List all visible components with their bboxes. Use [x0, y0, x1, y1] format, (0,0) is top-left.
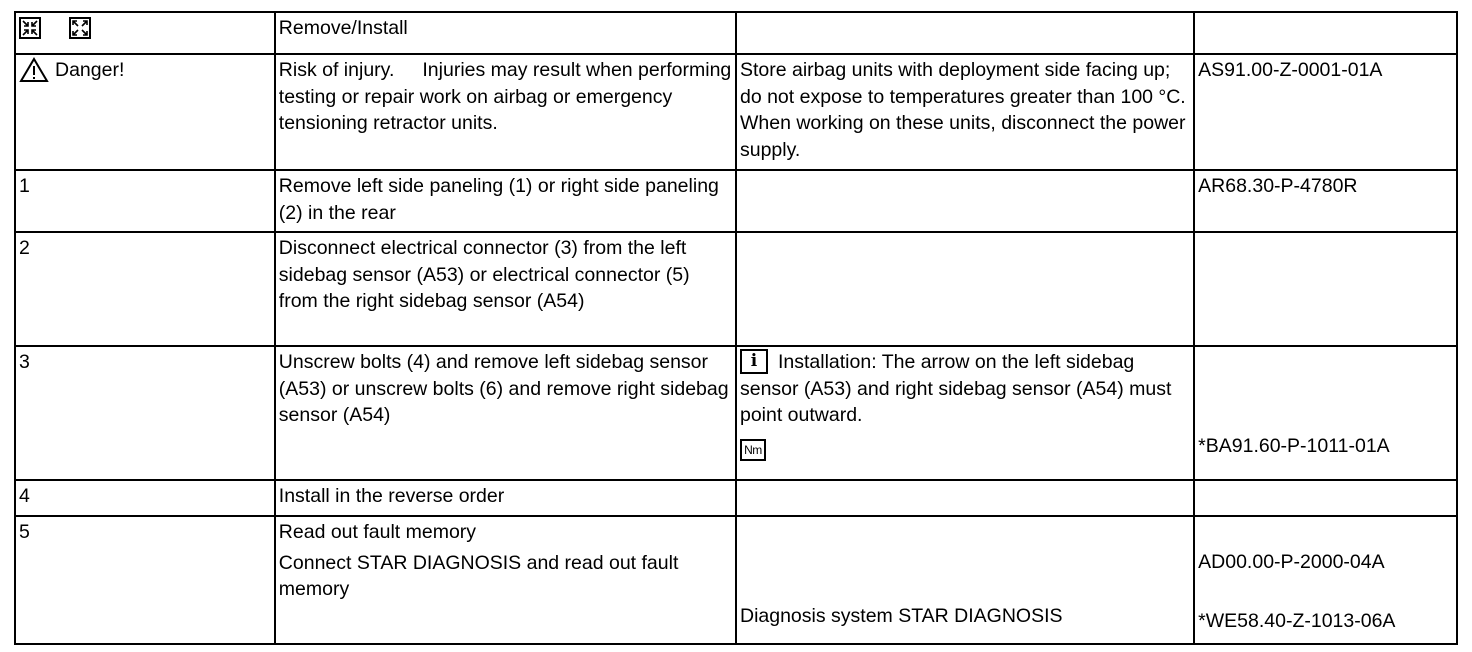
step-ref[interactable]: [1194, 232, 1457, 346]
danger-note: Store airbag units with deployment side facing up; do not expose to temperatures greater than 100 °C. When working on these units, disconnect the power supply.: [736, 54, 1194, 170]
procedure-sheet: [14, 11, 1458, 645]
danger-text: Injuries may result when performing testing or repair work on airbag or emergency tensioning retractor units.: [278, 59, 732, 134]
step-number: 3: [15, 346, 275, 480]
info-icon: i: [740, 349, 768, 374]
step-note-cell: [736, 346, 1194, 480]
step-ref[interactable]: *BA91.60-P-1011-01A: [1198, 435, 1390, 457]
step-ref[interactable]: [1194, 480, 1457, 516]
expand-icon[interactable]: [69, 17, 91, 39]
torque-icon[interactable]: Nm: [740, 439, 766, 461]
danger-lead: Risk of injury.: [278, 59, 395, 81]
table-row-danger: [15, 54, 1457, 170]
step-number: 4: [15, 480, 275, 516]
table-row-step: [15, 480, 1457, 516]
warning-triangle-icon: [19, 57, 49, 83]
table-row-step: [15, 346, 1457, 480]
step-text: Install in the reverse order: [275, 480, 736, 516]
step-text-cell: [275, 516, 736, 644]
step-note: Diagnosis system STAR DIAGNOSIS: [739, 605, 1063, 627]
step-note: Installation: The arrow on the left sidebag sensor (A53) and right sidebag sensor (A54) must point outward.: [739, 351, 1172, 426]
step-ref-cell: [1194, 346, 1457, 480]
step-ref[interactable]: AD00.00-P-2000-04A: [1198, 551, 1385, 573]
collapse-icon[interactable]: [19, 17, 41, 39]
step-subtext: Connect STAR DIAGNOSIS and read out fault memory: [278, 551, 679, 600]
table-row-step: [15, 170, 1457, 232]
header-icons-cell: [15, 12, 275, 54]
step-number: 1: [15, 170, 275, 232]
danger-ref[interactable]: AS91.00-Z-0001-01A: [1194, 54, 1457, 170]
step-text: Unscrew bolts (4) and remove left sidebag sensor (A53) or unscrew bolts (6) and remove right sidebag sensor (A54): [275, 346, 736, 480]
danger-label: Danger!: [55, 59, 125, 81]
step-number: 2: [15, 232, 275, 346]
step-note-cell: [736, 516, 1194, 644]
step-note: [736, 480, 1194, 516]
step-number: 5: [15, 516, 275, 644]
step-text: Remove left side paneling (1) or right side paneling (2) in the rear: [275, 170, 736, 232]
step-note: [736, 170, 1194, 232]
header-title: Remove/Install: [275, 12, 736, 54]
step-text: Read out fault memory: [278, 521, 477, 543]
header-empty-cell: [1194, 12, 1457, 54]
danger-label-cell: [15, 54, 275, 170]
step-note: [736, 232, 1194, 346]
table-row-step: [15, 232, 1457, 346]
table-row-header: [15, 12, 1457, 54]
step-text: Disconnect electrical connector (3) from the left sidebag sensor (A53) or electrical connector (5) from the right sidebag sensor (A54): [275, 232, 736, 346]
step-ref-cell: [1194, 516, 1457, 644]
step-ref-secondary[interactable]: *WE58.40-Z-1013-06A: [1198, 609, 1396, 632]
danger-text-cell: [275, 54, 736, 170]
header-empty-cell: [736, 12, 1194, 54]
table-row-step: [15, 516, 1457, 644]
procedure-table: [14, 11, 1458, 645]
step-ref[interactable]: AR68.30-P-4780R: [1194, 170, 1457, 232]
